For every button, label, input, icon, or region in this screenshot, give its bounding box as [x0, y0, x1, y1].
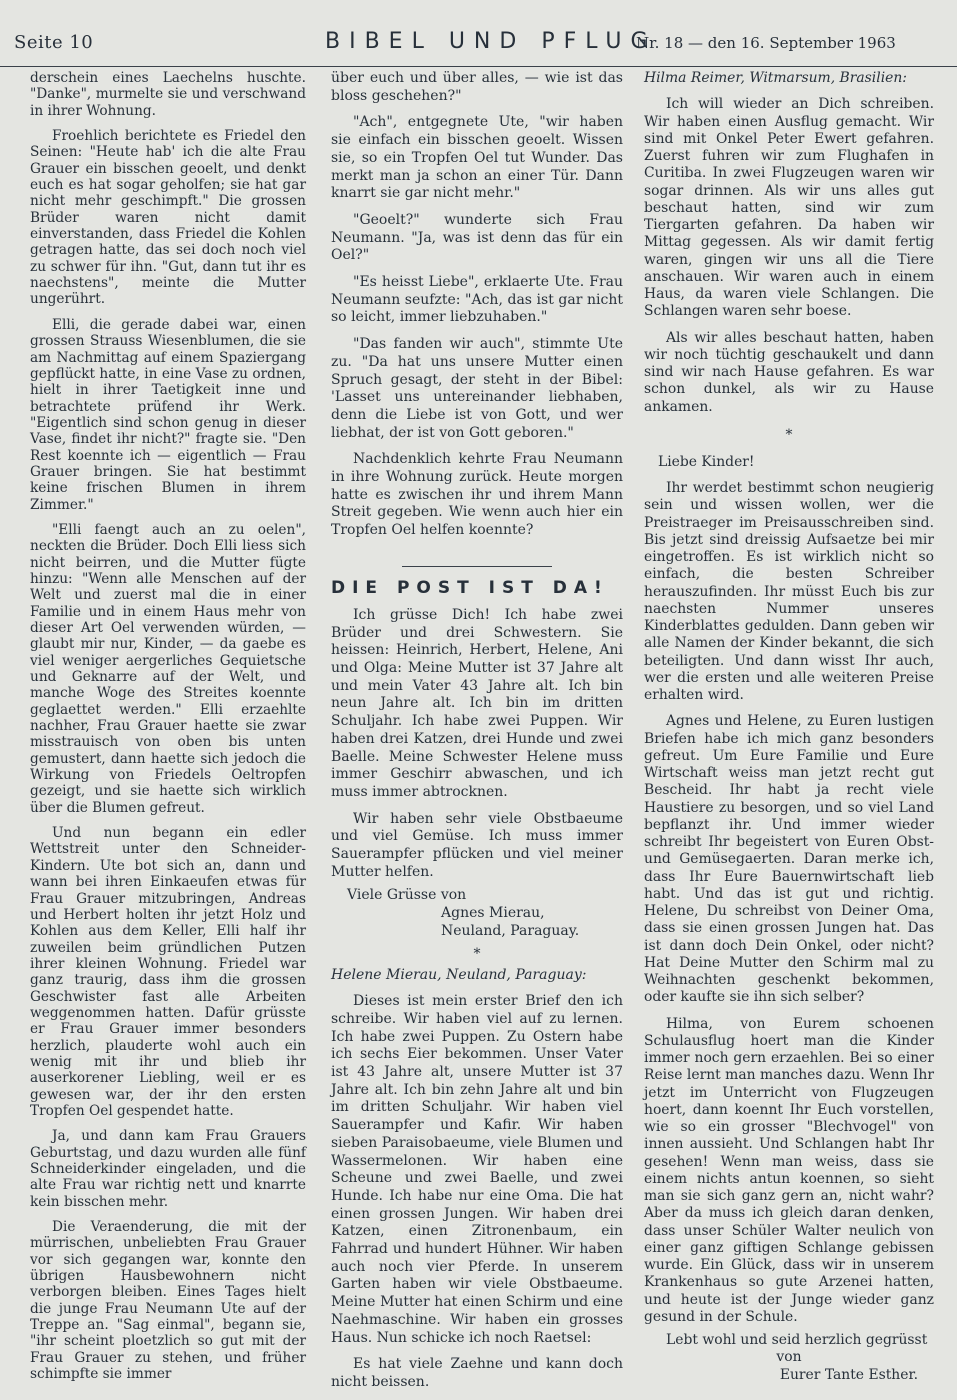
letter-paragraph: Ich grüsse Dich! Ich habe zwei Brüder und drei Schwestern. Sie heissen: Heinrich, Herbert, Helene, Ani und Olga: Meine Mutter ist 37 Jahre alt und mein Vater 43 Jahre alt. Ich bin neun Jahre alt. Ich bin im dritten Schuljahr. Ich habe zwei Puppen. Wir haben drei Katzen, drei Hunde und zwei Baelle. Meine Schwester Helene muss immer Geschirr abwaschen, und ich muss immer abtrocknen.	[331, 606, 623, 800]
column-3	[644, 70, 934, 1384]
separator-star: *	[785, 426, 793, 443]
letter-byline: Helene Mierau, Neuland, Paraguay:	[331, 966, 587, 983]
column-1	[30, 70, 306, 1382]
reply-paragraph: Hilma, von Eurem schoenen Schulausflug hoert man die Kinder immer noch gern erzaehlen. Bei so einer Reise lernt man manches dazu. Wenn Ihr jetzt im Unterricht von Flugzeugen hoert, dann koennt Ihr Euch vorstellen, wie so ein grosser "Blechvogel" von innen aussieht. Und Schlangen habt Ihr gesehen! Wenn man weiss, dass sie einem nichts antun koennen, so sieht man sie sich ganz gern an, nicht wahr? Aber da muss ich gleich daran denken, dass unser Schüler Walter neulich von einer ganz giftigen Schlange gebissen wurde. Ein Glück, dass wir in unserem Krankenhaus so gute Arzenei hatten, und heute ist der Junge wieder ganz gesund in der Schule.	[644, 1015, 934, 1325]
page-header	[0, 30, 957, 67]
section-heading: DIE POST IST DA!	[331, 577, 609, 598]
letter-paragraph: Es hat viele Zaehne und kann doch nicht beissen.	[331, 1356, 623, 1390]
paragraph: "Elli faengt auch an zu oelen", neckten die Brüder. Doch Elli liess sich nicht beirren, und die Mutter fügte hinzu: "Wenn alle Menschen auf der Welt und zuerst mal die in einer Familie und in einem Haus mehr von dieser Art Oel verwenden würden, — glaubt mir nur, Kinder, — da gaebe es viel weniger aergerliches Gequietsche und Geknarre auf der Welt, und manche Woge des Streites koennte geglaettet werden." Elli erzaehlte nachher, Frau Grauer haette sie zwar misstrauisch von oben bis unten gemustert, dann haette sich jedoch die Wirkung von Friedels Oeltropfen gezeigt, und sie haette sich wirklich über die Blumen gefreut.	[30, 521, 306, 816]
newspaper-title: BIBEL UND PFLUG	[325, 29, 657, 54]
paragraph: "Ach", entgegnete Ute, "wir haben sie einfach ein bisschen geoelt. Wissen sie, so ein Tropfen Oel tut Wunder. Das merkt man ja schon an einer Tür. Dann knarrt sie gar nicht mehr."	[331, 114, 623, 202]
paragraph: Ja, und dann kam Frau Grauers Geburtstag, und dazu wurden alle fünf Schneiderkinder eingeladen, und die alte Frau war richtig nett und knarrte kein bisschen mehr.	[30, 1128, 306, 1210]
paragraph: Die Veraenderung, die mit der mürrischen, unbeliebten Frau Grauer vor sich gegangen war, konnte den übrigen Hausbewohnern nicht verborgen bleiben. Eines Tages hielt die junge Frau Neumann Ute auf der Treppe an. "Sag einmal", begann sie, "ihr scheint ploetzlich so gut mit der Frau Grauer zu stehen, und früher schimpfte sie immer	[30, 1219, 306, 1383]
letter-signature	[331, 887, 623, 940]
paragraph: Elli, die gerade dabei war, einen grossen Strauss Wiesenblumen, die sie am Nachmittag auf einem Spaziergang gepflückt hatte, in eine Vase zu ordnen, hielt in ihrer Taetigkeit inne und betrachtete prüfend ihr Werk. "Eigentlich sind schon genug in dieser Vase, findet ihr nicht?" fragte sie. "Den Rest koennte ich — eigentlich — Frau Grauer bringen. Sie hat bestimmt keine frischen Blumen in ihrem Zimmer."	[30, 316, 306, 513]
paragraph: Nachdenklich kehrte Frau Neumann in ihre Wohnung zurück. Heute morgen hatte es zwischen ihr und ihrem Mann Streit gegeben. Wie wenn auch hier ein Tropfen Oel helfen koennte?	[331, 451, 623, 539]
letter-paragraph: Wir haben sehr viele Obstbaeume und viel Gemüse. Ich muss immer Sauerampfer pflücken und viel meiner Mutter helfen.	[331, 810, 623, 880]
paragraph: Und nun begann ein edler Wettstreit unter den Schneider-Kindern. Ute bot sich an, dann und wann bei ihren Einkaeufen etwas für Frau Grauer mitzubringen, Andreas und Herbert holten ihr jetzt Holz und Kohlen aus dem Keller, Elli half ihr zuweilen beim gründlichen Putzen ihrer kleinen Wohnung. Friedel war ganz traurig, dass ihm die grossen Geschwister fast alle Arbeiten weggenommen hatten. Dafür grüsste er Frau Grauer immer besonders herzlich, plauderte wohl auch ein wenig mit ihr und blieb ihr auserkorener Liebling, weil er es gewesen war, der ihr den ersten Tropfen Oel gespendet hatte.	[30, 825, 306, 1119]
letter-paragraph: Als wir alles beschaut hatten, haben wir noch tüchtig geschaukelt und dann sind wir nach Hause gefahren. Es war schon dunkel, als wir zu Hause ankamen.	[644, 329, 934, 415]
farewell-text: Lebt wohl und seid herzlich gegrüsst	[666, 1332, 928, 1348]
salutation: Liebe Kinder!	[658, 453, 755, 470]
reply-paragraph: Ihr werdet bestimmt schon neugierig sein und wissen wollen, wer die Preistraeger im Preisausschreiben sind. Bis jetzt sind dreissig Aufsaetze bei mir eingetroffen. Es ist wirklich nicht so einfach, die besten Schreiber herauszufinden. Ihr müsst Euch bis zur naechsten Nummer unseres Kinderblattes gedulden. Dann geben wir alle Namen der Kinder bekannt, die sich beteiligten. Und dann wisst Ihr auch, wer die ersten und alle weiteren Preise erhalten wird.	[644, 480, 934, 703]
issue-date: Nr. 18 — den 16. September 1963	[636, 34, 896, 52]
paragraph: derschein eines Laechelns huschte. "Danke", murmelte sie und verschwand in ihrer Wohnung.	[30, 70, 306, 119]
reply-paragraph: Agnes und Helene, zu Euren lustigen Briefen habe ich mich ganz besonders gefreut. Um Eure Familie und Eure Wirtschaft weiss man jetzt recht gut Bescheid. Ihr habt ja recht viele Haustiere zu besorgen, und so viel Land bepflanzt ihr. Und immer wieder schreibt Ihr begeistert von Euren Obst- und Gemüsegaerten. Daran merke ich, dass Ihr Eure Bauernwirtschaft lieb habt. Und das ist gut und richtig. Helene, Du schreibst von Deiner Oma, dass sie einen grossen Jungen hat. Das ist dann doch Dein Onkel, oder nicht? Hat Deine Mutter den Schirm mal zu Weihnachten geschenkt bekommen, oder kaufte sie ihn sich selber?	[644, 713, 934, 1006]
paragraph: "Das fanden wir auch", stimmte Ute zu. "Da hat uns unsere Mutter einen Spruch gesagt, der steht in der Bibel: 'Lasset uns untereinander liebhaben, denn die Liebe ist von Gott, und wer liebhat, der ist von Gott geboren."	[331, 336, 623, 441]
letter-author: Agnes Mierau,	[441, 905, 545, 922]
letter-byline: Hilma Reimer, Witmarsum, Brasilien:	[644, 70, 907, 86]
paragraph: über euch und über alles, — wie ist das bloss geschehen?"	[331, 70, 623, 104]
signature: Eurer Tante Esther.	[779, 1366, 918, 1383]
farewell-von: von	[776, 1349, 802, 1366]
separator-star: *	[473, 945, 481, 962]
column-2	[331, 70, 623, 1392]
letter-paragraph: Dieses ist mein erster Brief den ich schreibe. Wir haben viel auf zu lernen. Ich habe zwei Puppen. Zu Ostern habe ich sechs Eier bekommen. Unser Vater ist 43 Jahre alt, unsere Mutter ist 37 Jahre alt. Ich bin zehn Jahre alt und bin im dritten Schuljahr. Wir haben viel Sauerampfer und Kafir. Wir haben sieben Paraisobaeume, viele Blumen und Wassermelonen. Wir haben eine Scheune und zwei Baelle, und zwei Hunde. Ich habe nur eine Oma. Die hat einen grossen Jungen. Wir haben drei Katzen, einen Zitronenbaum, ein Fahrrad und hundert Hühner. Wir haben auch noch vier Pferde. In unserem Garten haben wir viele Obstbaeume. Meine Mutter hat einen Schirm und eine Naehmaschine. Wir haben ein grosses Haus. Nun schicke ich noch Raetsel:	[331, 993, 623, 1346]
section-divider	[402, 566, 552, 567]
letter-place: Neuland, Paraguay.	[441, 922, 580, 939]
letter-paragraph: Ich will wieder an Dich schreiben. Wir haben einen Ausflug gemacht. Wir sind mit Onkel Peter Ewert gefahren. Zuerst fuhren wir zum Flughafen in Curitiba. In zwei Flugzeugen waren wir sogar drinnen. Als wir uns alles gut beschaut hatten, sind wir zum Tiergarten gefahren. Da haben wir Mittag gegessen. Als wir damit fertig waren, gingen wir uns all die Tiere anschauen. Wir waren auch in einem Haus, da waren viele Schlangen. Die Schlangen waren sehr boese.	[644, 96, 934, 320]
paragraph: Froehlich berichtete es Friedel den Seinen: "Heute hab' ich die alte Frau Grauer ein bisschen geoelt, und denkt euch es hat sogar geholfen; sie hat gar nicht mehr geschimpft." Die grossen Brüder waren nicht damit einverstanden, dass Friedel die Kohlen getragen hatte, das sei doch noch viel zu schwer für ihn. "Gut, dann tut ihr es naechstens", meinte die Mutter ungerührt.	[30, 128, 306, 308]
letter-greeting: Viele Grüsse von	[347, 887, 467, 904]
page-number: Seite 10	[14, 32, 94, 53]
closing	[644, 1332, 934, 1384]
paragraph: "Geoelt?" wunderte sich Frau Neumann. "Ja, was ist denn das für ein Oel?"	[331, 211, 623, 264]
paragraph: "Es heisst Liebe", erklaerte Ute. Frau Neumann seufzte: "Ach, das ist gar nicht so leicht, immer liebzuhaben."	[331, 274, 623, 326]
